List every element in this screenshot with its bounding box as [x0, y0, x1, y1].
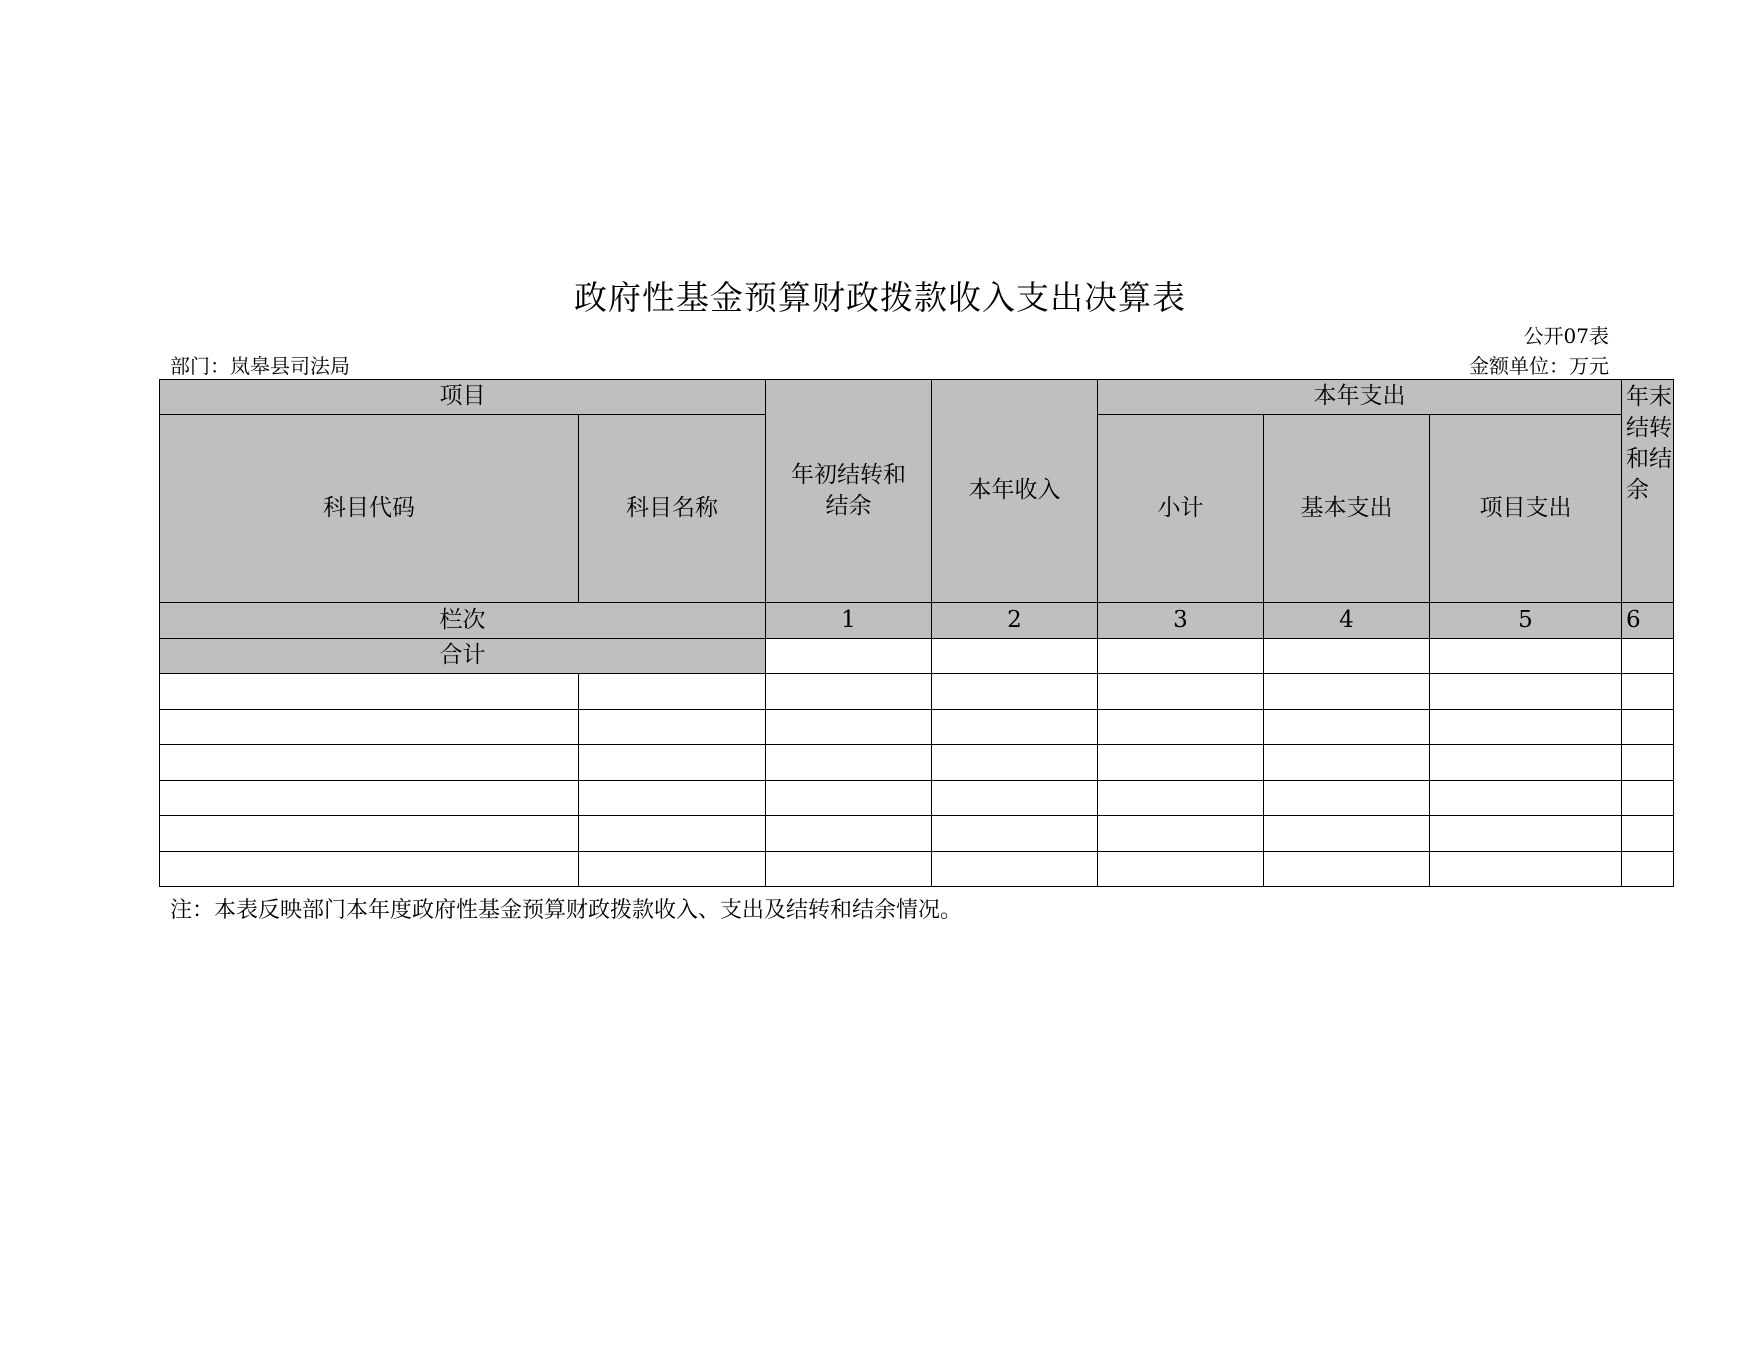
table-cell [1098, 816, 1264, 852]
table-cell [1622, 851, 1674, 887]
table-cell [766, 709, 932, 745]
table-cell [932, 816, 1098, 852]
table-cell [1430, 709, 1622, 745]
table-cell [160, 709, 579, 745]
table-cell [1430, 674, 1622, 710]
table-cell [932, 851, 1098, 887]
column-number-6: 6 [1622, 603, 1674, 639]
table-cell [766, 674, 932, 710]
table-cell [1264, 851, 1430, 887]
table-cell [766, 745, 932, 781]
table-cell [160, 674, 579, 710]
table-cell [1264, 674, 1430, 710]
table-cell [1098, 709, 1264, 745]
header-project: 项目 [160, 380, 766, 415]
table-cell [1622, 674, 1674, 710]
header-subtotal: 小计 [1098, 415, 1264, 603]
table-cell [1622, 745, 1674, 781]
total-cell [1430, 638, 1622, 674]
column-number-5: 5 [1430, 603, 1622, 639]
table-row [160, 816, 1674, 852]
table-row [160, 745, 1674, 781]
table-cell [1098, 780, 1264, 816]
table-cell [1622, 780, 1674, 816]
table-cell [579, 816, 766, 852]
header-opening-balance: 年初结转和结余 [766, 380, 932, 603]
table-cell [1430, 851, 1622, 887]
table-cell [932, 709, 1098, 745]
table-cell [579, 780, 766, 816]
table-cell [932, 745, 1098, 781]
table-cell [160, 745, 579, 781]
header-basic-expense: 基本支出 [1264, 415, 1430, 603]
header-current-expense: 本年支出 [1098, 380, 1622, 415]
table-cell [766, 851, 932, 887]
column-number-2: 2 [932, 603, 1098, 639]
table-row [160, 709, 1674, 745]
table-cell [766, 780, 932, 816]
table-cell [1098, 674, 1264, 710]
table-cell [1264, 709, 1430, 745]
table-cell [579, 745, 766, 781]
budget-table [159, 379, 1674, 887]
table-cell [579, 851, 766, 887]
table-row [160, 851, 1674, 887]
budget-table-container [159, 379, 1672, 887]
header-subject-code: 科目代码 [160, 415, 579, 603]
table-cell [1430, 780, 1622, 816]
table-cell [1098, 745, 1264, 781]
table-cell [766, 816, 932, 852]
table-cell [579, 709, 766, 745]
total-cell [1622, 638, 1674, 674]
table-cell [1430, 745, 1622, 781]
table-cell [1264, 745, 1430, 781]
total-cell [932, 638, 1098, 674]
row-index-label: 栏次 [160, 603, 766, 639]
table-cell [932, 674, 1098, 710]
header-current-income: 本年收入 [932, 380, 1098, 603]
table-cell [1622, 709, 1674, 745]
page-title: 政府性基金预算财政拨款收入支出决算表 [574, 278, 1186, 317]
table-cell [1264, 780, 1430, 816]
table-cell [1430, 816, 1622, 852]
table-cell [1098, 851, 1264, 887]
column-number-4: 4 [1264, 603, 1430, 639]
form-number: 公开07表 [1523, 324, 1609, 348]
data-rows [160, 674, 1674, 887]
table-note: 注：本表反映部门本年度政府性基金预算财政拨款收入、支出及结转和结余情况。 [170, 898, 963, 923]
table-cell [1264, 816, 1430, 852]
column-number-1: 1 [766, 603, 932, 639]
table-cell [579, 674, 766, 710]
table-cell [160, 780, 579, 816]
table-cell [1622, 816, 1674, 852]
total-cell [1264, 638, 1430, 674]
header-subject-name: 科目名称 [579, 415, 766, 603]
table-row [160, 780, 1674, 816]
total-cell [766, 638, 932, 674]
table-cell [160, 851, 579, 887]
table-cell [160, 816, 579, 852]
table-cell [932, 780, 1098, 816]
header-project-expense: 项目支出 [1430, 415, 1622, 603]
department-label: 部门：岚皋县司法局 [170, 354, 350, 378]
column-number-3: 3 [1098, 603, 1264, 639]
table-row [160, 674, 1674, 710]
amount-unit-label: 金额单位：万元 [1469, 354, 1609, 378]
total-label: 合计 [160, 638, 766, 674]
total-cell [1098, 638, 1264, 674]
header-closing-balance: 年末结转和结余 [1622, 380, 1674, 603]
